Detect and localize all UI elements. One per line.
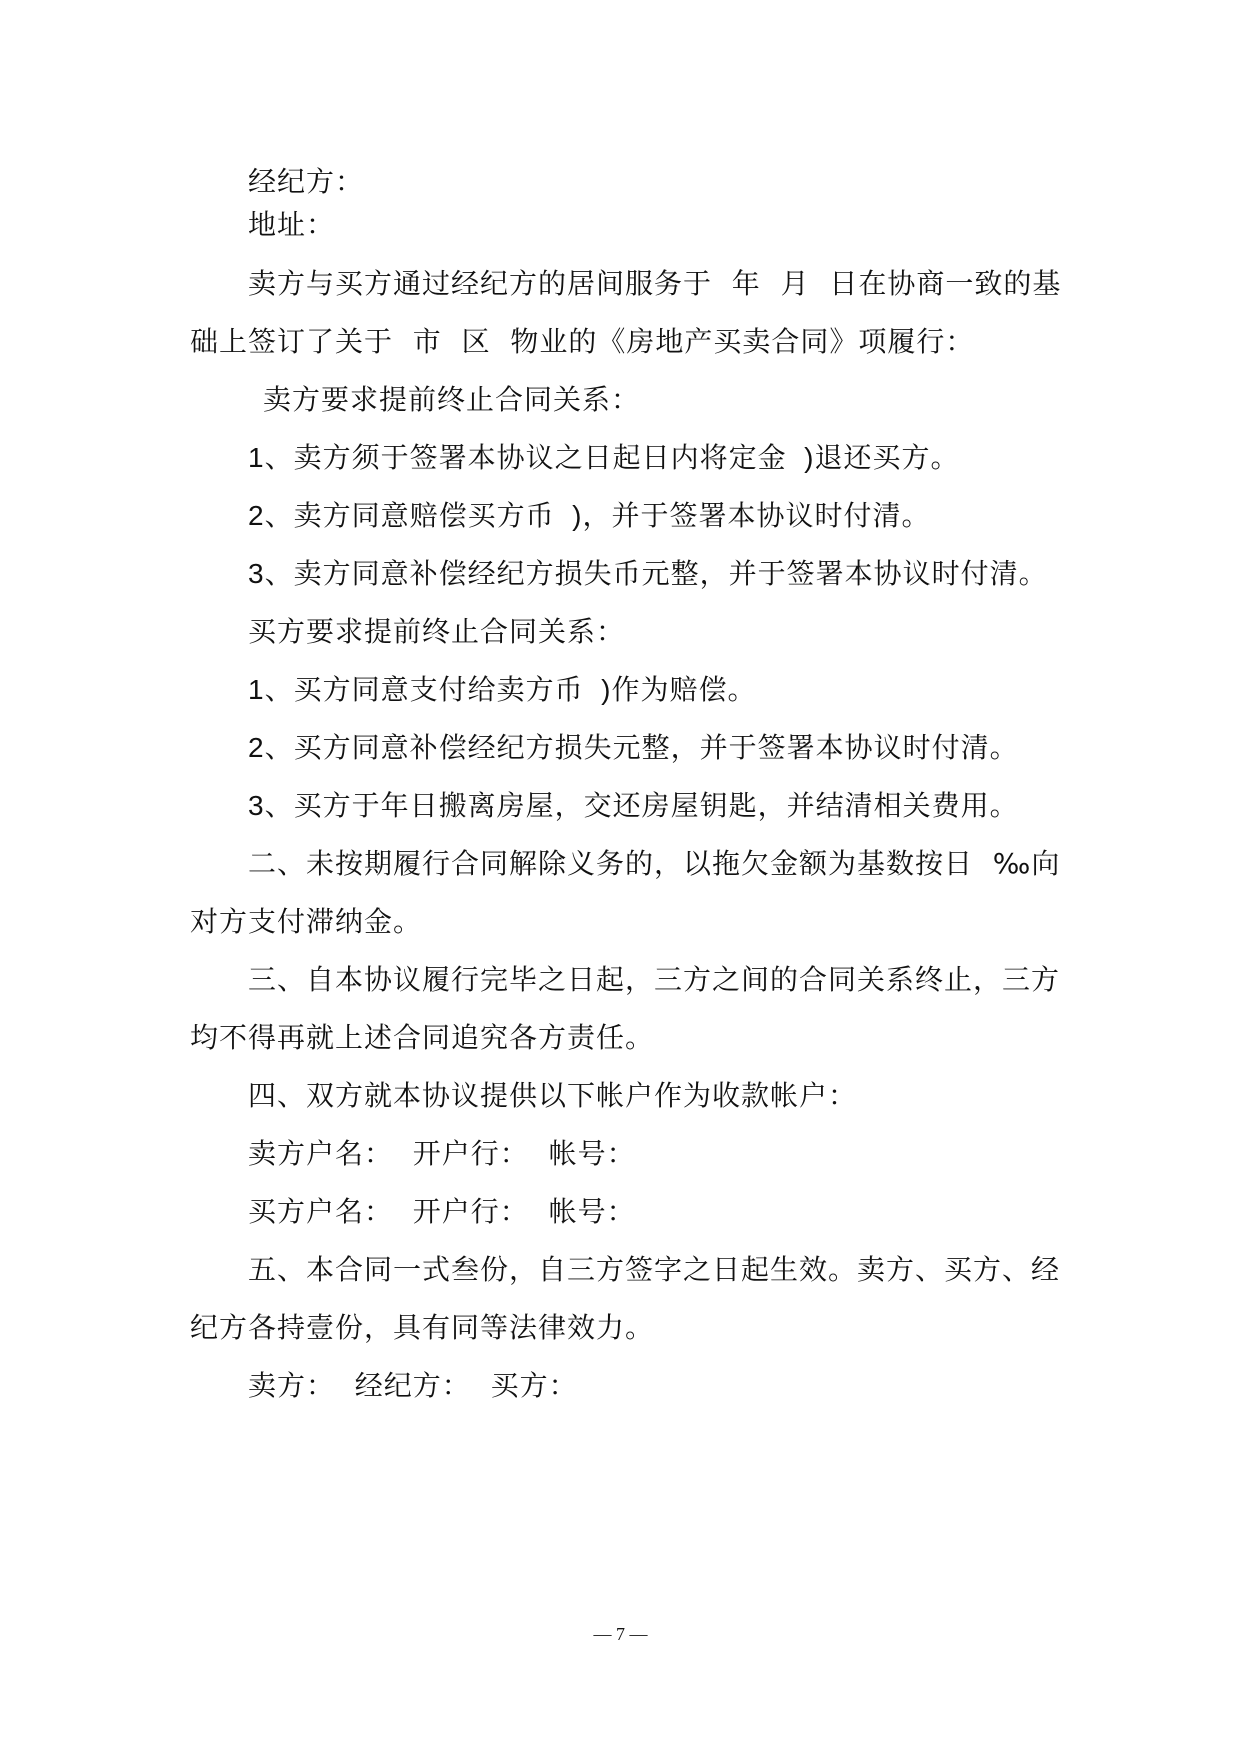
buyer-clause-1: 1、买方同意支付给卖方币 )作为赔偿。	[248, 674, 757, 705]
seller-account-line: 卖方户名： 开户行： 帐号：	[248, 1137, 636, 1170]
buyer-clause-2: 2、买方同意补偿经纪方损失元整，并于签署本协议时付清。	[248, 732, 1019, 763]
signature-line: 卖方： 经纪方： 买方：	[248, 1369, 578, 1402]
clause-two-line-1: 二、未按期履行合同解除义务的，以拖欠金额为基数按日 ‰向	[248, 847, 1061, 880]
intro-paragraph-line-1: 卖方与买方通过经纪方的居间服务于 年 月 日在协商一致的基	[248, 267, 1062, 300]
seller-clause-1: 1、卖方须于签署本协议之日起日内将定金 )退还买方。	[248, 442, 960, 473]
clause-five-line-2: 纪方各持壹份，具有同等法律效力。	[190, 1311, 655, 1344]
clause-three-line-1: 三、自本协议履行完毕之日起，三方之间的合同关系终止，三方	[248, 963, 1061, 996]
page-number: — 7 —	[593, 1624, 648, 1644]
buyer-account-line: 买方户名： 开户行： 帐号：	[248, 1195, 636, 1228]
clause-five-line-1: 五、本合同一式叁份，自三方签字之日起生效。卖方、买方、经	[248, 1253, 1061, 1286]
buyer-termination-heading: 买方要求提前终止合同关系：	[248, 615, 626, 648]
broker-label: 经纪方：	[248, 165, 365, 198]
address-label: 地址：	[248, 208, 336, 241]
clause-two-line-2: 对方支付滞纳金。	[190, 905, 423, 938]
seller-clause-2: 2、卖方同意赔偿买方币 )，并于签署本协议时付清。	[248, 500, 931, 531]
intro-paragraph-line-2: 础上签订了关于 市 区 物业的《房地产买卖合同》项履行：	[190, 325, 975, 358]
seller-clause-3: 3、卖方同意补偿经纪方损失币元整，并于签署本协议时付清。	[248, 558, 1048, 589]
clause-four: 四、双方就本协议提供以下帐户作为收款帐户：	[248, 1079, 858, 1112]
clause-three-line-2: 均不得再就上述合同追究各方责任。	[190, 1021, 655, 1054]
buyer-clause-3: 3、买方于年日搬离房屋，交还房屋钥匙，并结清相关费用。	[248, 790, 1019, 821]
seller-termination-heading: 卖方要求提前终止合同关系：	[263, 383, 641, 416]
